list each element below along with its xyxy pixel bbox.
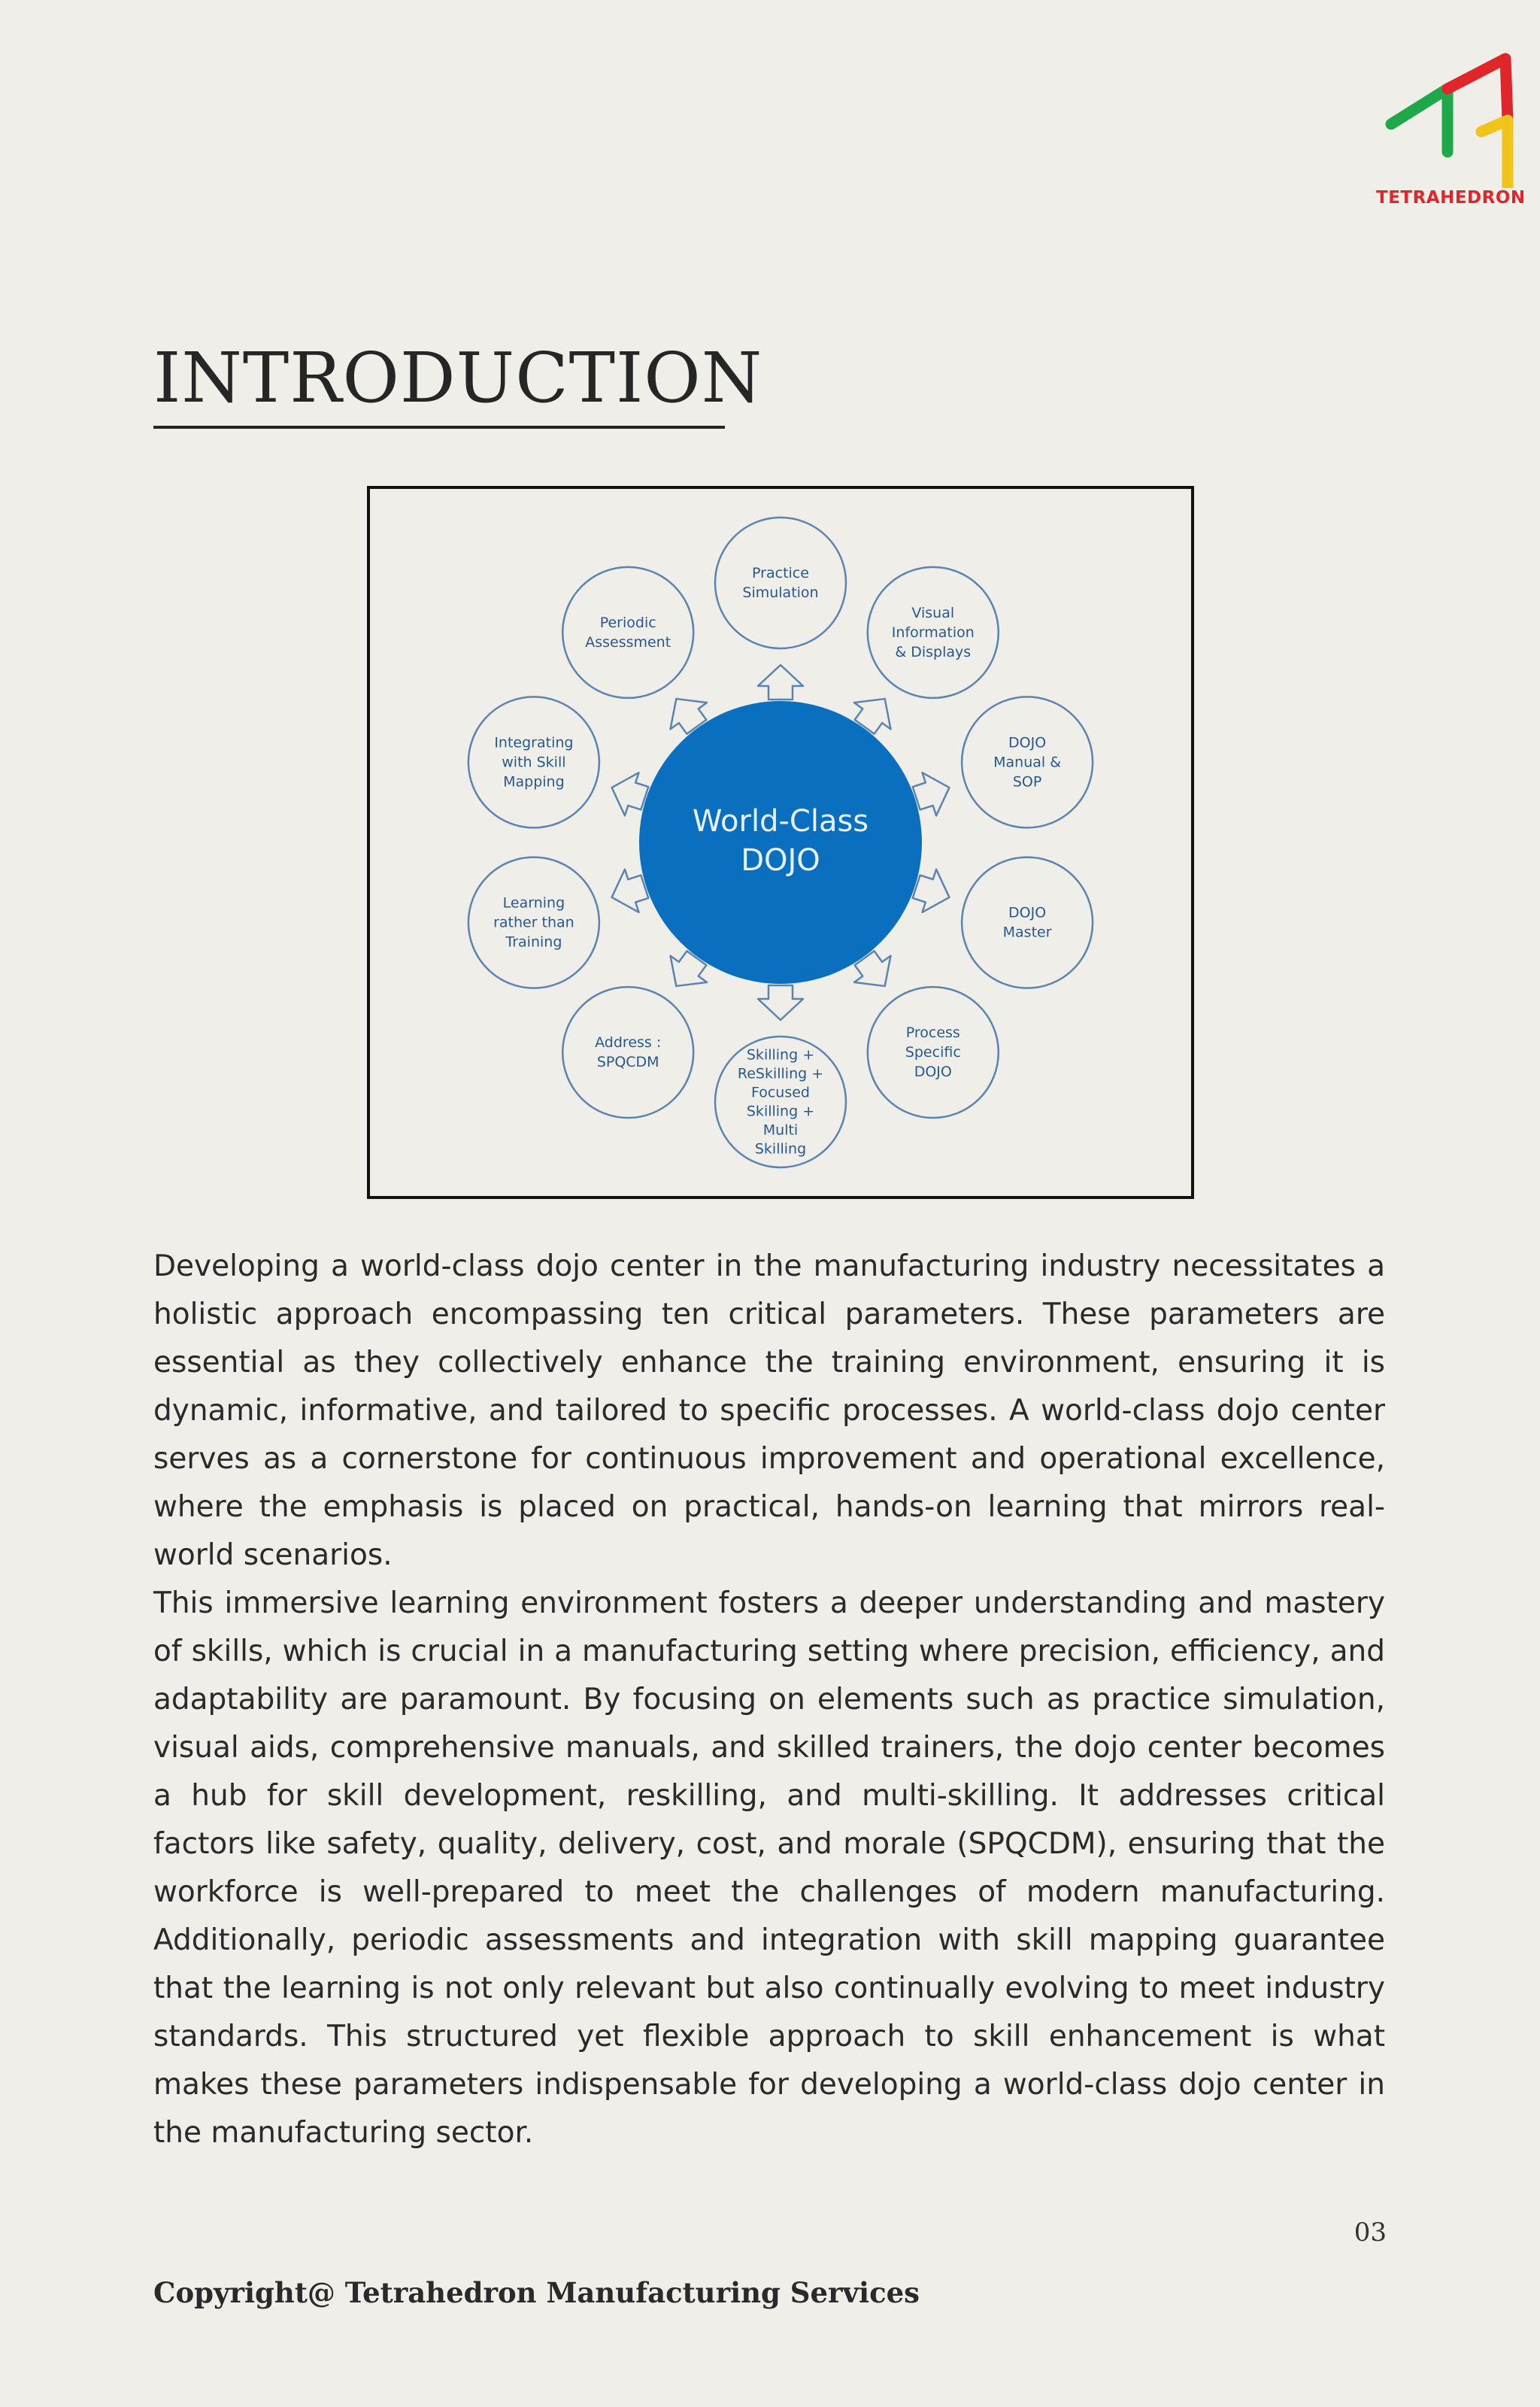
parameter-node-label: Practice Simulation <box>742 564 819 601</box>
page-number: 03 <box>1354 2217 1387 2248</box>
parameter-node-label: DOJO Master <box>1002 904 1052 941</box>
paragraph-2: This immersive learning environment fosters a deeper understanding and mastery of skills, which is crucial in a manufacturing setting where precision, efficiency, and adaptability are paramount. By focusing on elements such as practice simulation, visual aids, comprehensive manuals, and skilled trainers, the dojo center becomes a hub for skill development, reskilling, and multi-skilling. It addresses critical factors like safety, quality, delivery, cost, and morale (SPQCDM), ensuring that the workforce is well-prepared to meet the challenges of modern manufacturing. Additionally, periodic assessments and integration with skill mapping guarantee that the learning is not only relevant but also continually evolving to meet industry standards. This structured yet flexible approach to skill enhancement is what makes these parameters indispensable for developing a world-class dojo center in the manufacturing sector. <box>153 1586 1385 2150</box>
parameter-node-label: Integrating with Skill Mapping <box>494 733 574 790</box>
parameter-node-label: Address : SPQCDM <box>595 1034 662 1070</box>
page-title: INTRODUCTION <box>153 338 763 418</box>
copyright-footer: Copyright@ Tetrahedron Manufacturing Services <box>153 2276 920 2309</box>
outward-arrow <box>758 665 803 700</box>
parameter-node-label: Visual Information & Displays <box>891 604 975 660</box>
parameter-node-label: Periodic Assessment <box>585 614 671 651</box>
paragraph-1: Developing a world-class dojo center in the manufacturing industry necessitates a holistic approach encompassing ten critical parameters. These parameters are essential as they collectively enhance the training environment, ensuring it is dynamic, informative, and tailored to specific processes. A world-class dojo center serves as a cornerstone for continuous improvement and operational excellence, where the emphasis is placed on practical, hands-on learning that mirrors real-world scenarios. <box>153 1249 1385 1572</box>
dojo-diagram <box>370 489 1191 1196</box>
center-label: World-Class DOJO <box>692 804 869 878</box>
parameter-node-circle <box>715 518 846 648</box>
tetrahedron-logo-mark <box>1376 53 1519 188</box>
logo-yellow-stroke <box>1481 120 1508 187</box>
parameter-node-label: DOJO Manual & SOP <box>993 733 1062 790</box>
parameter-node-label: Process Specific DOJO <box>905 1024 961 1080</box>
outward-arrow <box>758 985 803 1020</box>
parameter-node-label: Learning rather than Training <box>493 894 574 951</box>
parameter-node-circle <box>562 567 693 698</box>
logo-wordmark: TETRAHEDRON <box>1376 188 1526 208</box>
logo-green-stroke <box>1391 89 1448 152</box>
dojo-diagram-figure <box>367 486 1194 1199</box>
logo-red-stroke <box>1448 59 1508 120</box>
title-underline <box>153 426 725 429</box>
parameter-node-circle <box>962 857 1093 988</box>
body-text <box>153 1243 1385 2157</box>
center-circle <box>639 701 922 984</box>
parameter-node-label: Skilling + ReSkilling + Focused Skilling + Multi Skilling <box>737 1046 824 1157</box>
tetrahedron-logo <box>1376 53 1526 218</box>
parameter-node-circle <box>562 987 693 1118</box>
